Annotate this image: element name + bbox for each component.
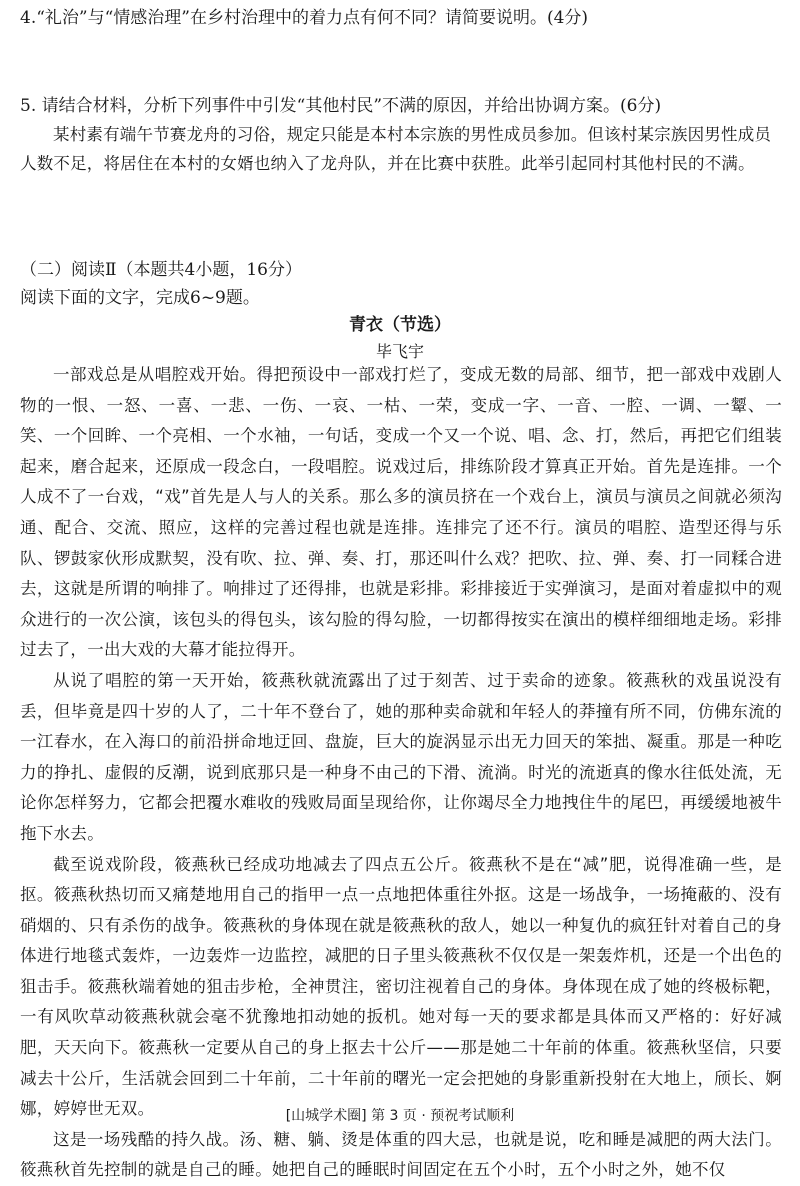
article-paragraph-1: 一部戏总是从唱腔戏开始。得把预设中一部戏打烂了，变成无数的局部、细节，把一部戏中戏剧人物的一恨、一怒、一喜、一悲、一伤、一哀、一枯、一荣，变成一字、一音、一腔、一调、一颦、一笑、一个回眸、一个亮相、一个水袖，一句话，变成一个又一个说、唱、念、打，然后，再把它们组装起来，磨合起来，还原成一段念白，一段唱腔。说戏过后，排练阶段才算真正开始。首先是连排。一个人成不了一台戏，“戏”首先是人与人的关系。那么多的演员挤在一个戏台上，演员与演员之间就必须沟通、配合、交流、照应，这样的完善过程也就是连排。连排完了还不行。演员的唱腔、造型还得与乐队、锣鼓家伙形成默契，没有吹、拉、弹、奏、打，那还叫什么戏？把吹、拉、弹、奏、打一同糅合进去，这就是所谓的响排了。响排过了还得排，也就是彩排。彩排接近于实弹演习，是面对着虚拟中的观众进行的一次公演，该包头的得包头，该勾脸的得勾脸，一切都得按实在演出的模样细细地走场。彩排过去了，一出大戏的大幕才能拉得开。: [20, 365, 782, 660]
article-body: [20, 360, 782, 1186]
article-author: 毕飞宇: [375, 342, 424, 361]
question-4: 4.“礼治”与“情感治理”在乡村治理中的着力点有何不同？请简要说明。(4分): [20, 8, 589, 28]
article-title: 青衣（节选）: [349, 315, 451, 335]
question-5: 5. 请结合材料，分析下列事件中引发“其他村民”不满的原因，并给出协调方案。(6分): [20, 96, 662, 116]
question-5-material: 某村素有端午节赛龙舟的习俗，规定只能是本村本宗族的男性成员参加。但该村某宗族因男性成员人数不足，将居住在本村的女婿也纳入了龙舟队，并在比赛中获胜。此举引起同村其他村民的不满。: [20, 125, 772, 173]
section-instruction: 阅读下面的文字，完成6~9题。: [20, 288, 260, 308]
page-footer: [山城学术圈] 第 3 页 · 预祝考试顺利: [285, 1108, 515, 1124]
article-paragraph-4: 这是一场残酷的持久战。汤、糖、躺、烫是体重的四大忌，也就是说，吃和睡是减肥的两大法门。筱燕秋首先控制的就是自己的睡。她把自己的睡眠时间固定在五个小时，五个小时之外，她不仅: [20, 1129, 782, 1180]
section-heading: （二）阅读Ⅱ（本题共4小题，16分）: [20, 260, 303, 280]
article-paragraph-2: 从说了唱腔的第一天开始，筱燕秋就流露出了过于刻苦、过于卖命的迹象。筱燕秋的戏虽说没有丢，但毕竟是四十岁的人了，二十年不登台了，她的那种卖命就和年轻人的莽撞有所不同，仿佛东流的一江春水，在入海口的前沿拼命地迂回、盘旋，巨大的旋涡显示出无力回天的笨拙、凝重。那是一种吃力的挣扎、虚假的反潮，说到底那只是一种身不由己的下滑、流淌。时光的流逝真的像水往低处流，无论你怎样努力，它都会把覆水难收的残败局面呈现给你，让你竭尽全力地拽住牛的尾巴，再缓缓地被牛拖下水去。: [20, 670, 782, 843]
article-paragraph-3: 截至说戏阶段，筱燕秋已经成功地减去了四点五公斤。筱燕秋不是在“减”肥，说得准确一些，是抠。筱燕秋热切而又痛楚地用自己的指甲一点一点地把体重往外抠。这是一场战争，一场掩蔽的、没有硝烟的、只有杀伤的战争。筱燕秋的身体现在就是筱燕秋的敌人，她以一种复仇的疯狂针对着自己的身体进行地毯式轰炸，一边轰炸一边监控，减肥的日子里头筱燕秋不仅仅是一架轰炸机，还是一个出色的狙击手。筱燕秋端着她的狙击步枪，全神贯注，密切注视着自己的身体。身体现在成了她的终极标靶，一有风吹草动筱燕秋就会毫不犹豫地扣动她的扳机。她对每一天的要求都是具体而又严格的：好好减肥，天天向下。筱燕秋一定要从自己的身上抠去十公斤——那是她二十年前的体重。筱燕秋坚信，只要减去十公斤，生活就会回到二十年前，二十年前的曙光一定会把她的身影重新投射在大地上，颀长、婀娜，婷婷世无双。: [20, 854, 782, 1119]
